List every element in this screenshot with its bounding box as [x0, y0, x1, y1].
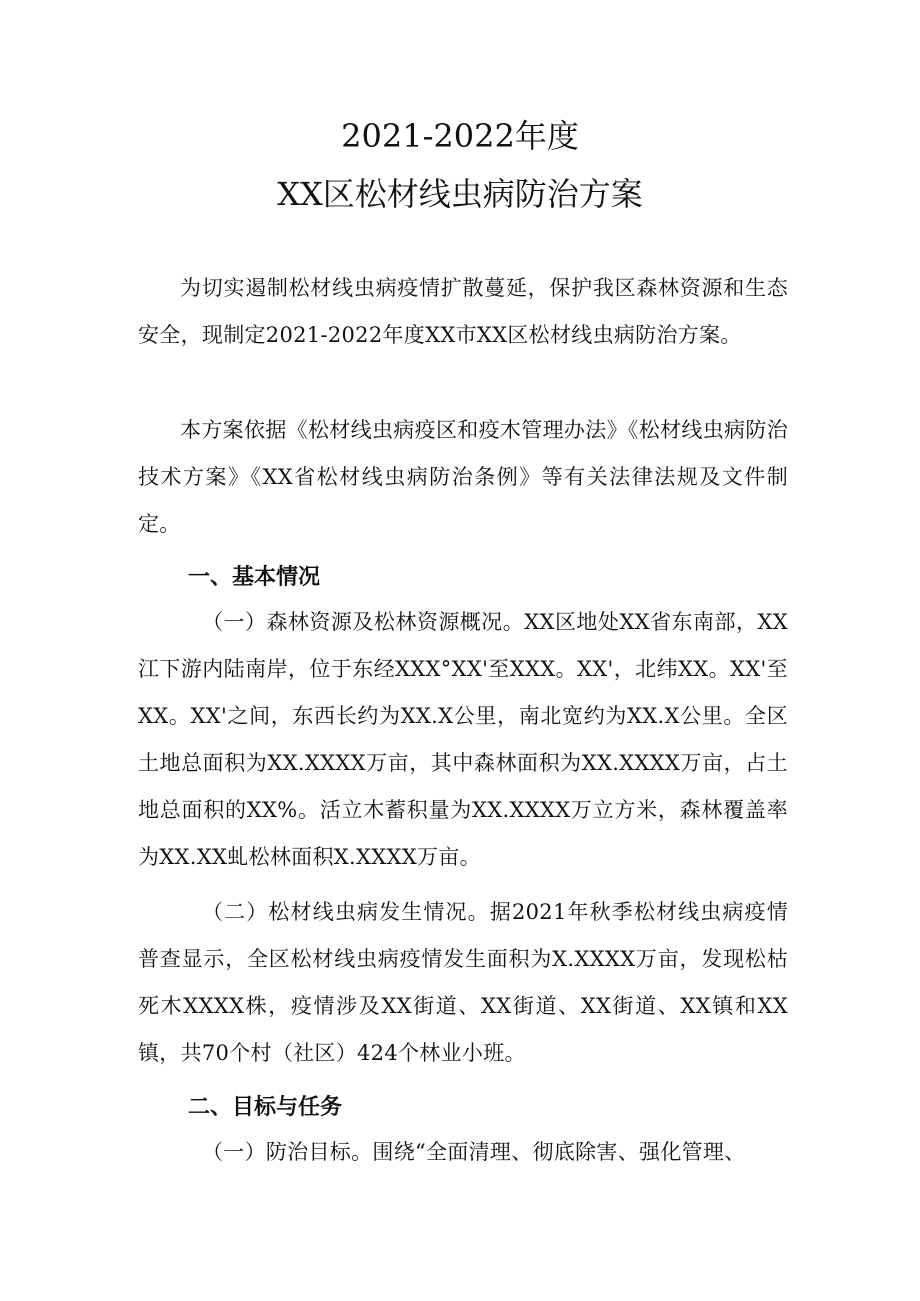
- section-2-item-prevention-goal: （一）防治目标。围绕“全面清理、彻底除害、强化管理、: [202, 1140, 746, 1164]
- intro-paragraph-basis: 本方案依据《松材线虫病疫区和疫木管理办法》《松材线虫病防治技术方案》《XX省松材线虫病防治条例》等有关法律法规及文件制定。: [138, 418, 788, 536]
- section-heading-goals-tasks: 二、目标与任务: [188, 1095, 343, 1120]
- section-heading-basic-situation: 一、基本情况: [188, 565, 321, 590]
- section-1-item-forest-resources: （一）森林资源及松林资源概况。XX区地处XX省东南部，XX江下游内陆南岸，位于东经XXX°XX'至XXX。XX'，北纬XX。XX'至XX。XX'之间，东西长约为XX.X公里，南北宽约为XX.X公里。全区土地总面积为XX.XXXX万亩，其中森林面积为XX.XXXX万亩，占土地总面积的XX%。活立木蓄积量为XX.XXXX万立方米，森林覆盖率为XX.XX虬松林面积X.XXXX万亩。: [138, 610, 788, 869]
- document-title-main: XX区松材线虫病防治方案: [277, 175, 643, 213]
- section-1-item-disease-occurrence: （二）松材线虫病发生情况。据2021年秋季松材线虫病疫情普查显示，全区松材线虫病疫情发生面积为X.XXXX万亩，发现松枯死木XXXX株，疫情涉及XX街道、XX街道、XX街道、XX镇和XX镇，共70个村（社区）424个林业小班。: [138, 900, 788, 1065]
- document-title-year: 2021-2022年度: [341, 117, 579, 155]
- intro-paragraph-purpose: 为切实遏制松材线虫病疫情扩散蔓延，保护我区森林资源和生态安全，现制定2021-2022年度XX市XX区松材线虫病防治方案。: [138, 276, 788, 347]
